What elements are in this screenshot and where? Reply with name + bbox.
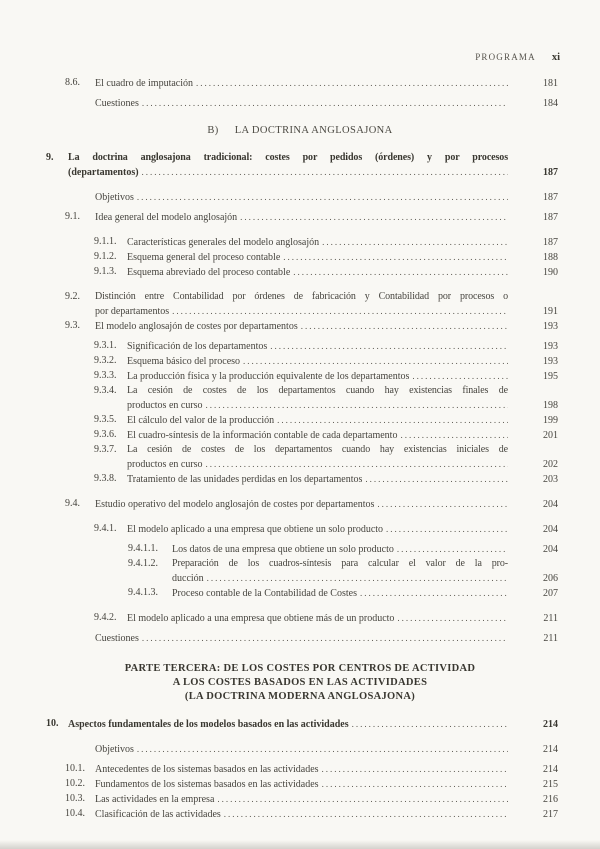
toc-entry: [0, 443, 600, 472]
entry-title-line1: La cesión de costes de los departamentos cuando hay existencias finales de: [127, 385, 508, 396]
dot-leader: [207, 571, 508, 586]
page-folio: xi: [551, 52, 560, 63]
toc-entry: [0, 339, 600, 354]
toc-entry: [0, 369, 600, 384]
entry-page-number: 193: [543, 356, 558, 367]
dot-leader: [240, 210, 508, 225]
entry-title: La producción física y la producción equivalente de los departamentos: [127, 371, 410, 382]
entry-title: Idea general del modelo anglosajón: [95, 212, 238, 223]
entry-number: 9.3.4.: [94, 385, 117, 396]
toc-entry: [0, 792, 600, 807]
entry-title: Significación de los departamentos: [127, 341, 268, 352]
dot-leader: [206, 457, 508, 472]
entry-number: 9.4.1.1.: [128, 543, 158, 554]
entry-page-number: 204: [543, 499, 558, 510]
entry-number: 9.4.1.: [94, 523, 117, 534]
entry-page-number: 187: [543, 167, 558, 178]
entry-number: 9.3.2.: [94, 355, 117, 366]
entry-page-number: 198: [543, 400, 558, 411]
entry-number: 9.3.1.: [94, 340, 117, 351]
running-head: [475, 50, 560, 65]
entry-title: Estudio operativo del modelo anglosajón de costes por departamentos: [95, 499, 375, 510]
toc-entry: [0, 235, 600, 250]
entry-page-number: 204: [543, 524, 558, 535]
entry-number: 9.2.: [65, 291, 80, 302]
entry-title: Cuestiones: [95, 633, 139, 644]
entry-page-number: 201: [543, 430, 558, 441]
entry-number: 9.4.1.3.: [128, 587, 158, 598]
toc-entry: [0, 384, 600, 413]
entry-page-number: 216: [543, 794, 558, 805]
toc-entry: [0, 777, 600, 792]
entry-number: 9.3.5.: [94, 414, 117, 425]
entry-number: 9.1.1.: [94, 236, 117, 247]
entry-page-number: 204: [543, 544, 558, 555]
entry-page-number: 202: [543, 459, 558, 470]
entry-page-number: 214: [543, 764, 558, 775]
entry-number: 10.2.: [65, 778, 85, 789]
dot-leader: [224, 807, 508, 822]
dot-leader: [360, 586, 508, 601]
toc-entry: [0, 250, 600, 265]
dot-leader: [322, 235, 508, 250]
toc-entry: [0, 96, 600, 111]
entry-page-number: 187: [543, 212, 558, 223]
entry-title-line1: La doctrina anglosajona tradicional: costes por pedidos (órdenes) y por procesos: [68, 152, 508, 163]
entry-page-number: 211: [543, 613, 558, 624]
entry-page-number: 206: [543, 573, 558, 584]
part-heading-line: (LA DOCTRINA MODERNA ANGLOSAJONA): [184, 691, 416, 702]
entry-title: Proceso contable de la Contabilidad de Costes: [172, 588, 357, 599]
entry-title-line2: por departamentos: [95, 306, 170, 317]
section-heading: [0, 124, 600, 138]
entry-number: 9.3.7.: [94, 444, 117, 455]
dot-leader: [142, 96, 508, 111]
entry-title: Esquema básico del proceso: [127, 356, 241, 367]
entry-title: El modelo anglosajón de costes por departamentos: [95, 321, 298, 332]
toc-entry: [0, 190, 600, 205]
dot-leader: [322, 777, 508, 792]
dot-leader: [217, 792, 508, 807]
toc-entry: [0, 586, 600, 601]
dot-leader: [277, 413, 508, 428]
section-label: B): [207, 125, 219, 136]
dot-leader: [270, 339, 508, 354]
toc-entry: [0, 319, 600, 334]
entry-page-number: 214: [543, 744, 558, 755]
entry-page-number: 203: [543, 474, 558, 485]
dot-leader: [196, 76, 508, 91]
toc-entry: [0, 762, 600, 777]
entry-title: Antecedentes de los sistemas basados en las actividades: [95, 764, 319, 775]
toc-entry: [0, 542, 600, 557]
entry-title: Las actividades en la empresa: [95, 794, 215, 805]
toc-entry: [0, 76, 600, 91]
entry-page-number: 190: [543, 267, 558, 278]
toc-entry: [0, 472, 600, 487]
entry-number: 10.3.: [65, 793, 85, 804]
toc-entry: [0, 151, 600, 180]
entry-title: Tratamiento de las unidades perdidas en los departamentos: [127, 474, 363, 485]
entry-title: Aspectos fundamentales de los modelos basados en las actividades: [68, 719, 349, 730]
entry-title-line2: productos en curso: [127, 400, 203, 411]
toc-entry: [0, 210, 600, 225]
dot-leader: [137, 190, 508, 205]
entry-title: El cuadro de imputación: [95, 78, 194, 89]
dot-leader: [397, 611, 508, 626]
entry-number: 9.1.3.: [94, 266, 117, 277]
toc-entry: [0, 631, 600, 646]
entry-number: 9.3.8.: [94, 473, 117, 484]
entry-title-line2: productos en curso: [127, 459, 203, 470]
dot-leader: [301, 319, 508, 334]
entry-number: 9.3.3.: [94, 370, 117, 381]
toc-entry: [0, 611, 600, 626]
entry-title: Esquema general del proceso contable: [127, 252, 281, 263]
entry-title-line1: Preparación de los cuadros-síntesis para calcular el valor de la pro-: [172, 558, 508, 569]
entry-page-number: 199: [543, 415, 558, 426]
entry-number: 9.4.: [65, 498, 80, 509]
entry-page-number: 181: [543, 78, 558, 89]
dot-leader: [206, 398, 508, 413]
dot-leader: [412, 369, 508, 384]
entry-title-line2: (departamentos): [68, 167, 139, 178]
toc-entry: [0, 522, 600, 537]
entry-number: 10.1.: [65, 763, 85, 774]
entry-number: 9.3.6.: [94, 429, 117, 440]
dot-leader: [322, 762, 508, 777]
entry-page-number: 187: [543, 192, 558, 203]
part-heading: [0, 662, 600, 704]
entry-number: 10.: [46, 718, 59, 729]
dot-leader: [377, 497, 508, 512]
dot-leader: [352, 717, 508, 732]
entry-number: 10.4.: [65, 808, 85, 819]
table-of-contents: [0, 76, 600, 822]
dot-leader: [386, 522, 508, 537]
dot-leader: [137, 742, 508, 757]
entry-title: El cálculo del valor de la producción: [127, 415, 275, 426]
dot-leader: [283, 250, 508, 265]
toc-entry: [0, 428, 600, 443]
entry-page-number: 195: [543, 371, 558, 382]
entry-page-number: 188: [543, 252, 558, 263]
entry-page-number: 207: [543, 588, 558, 599]
entry-title: Objetivos: [95, 744, 134, 755]
entry-number: 9.: [46, 152, 54, 163]
entry-page-number: 187: [543, 237, 558, 248]
toc-entry: [0, 717, 600, 732]
entry-title: El modelo aplicado a una empresa que obtiene más de un producto: [127, 613, 395, 624]
toc-entry: [0, 742, 600, 757]
dot-leader: [400, 428, 508, 443]
entry-title-line1: La cesión de costes de los departamentos cuando hay existencias iniciales de: [127, 444, 508, 455]
entry-title: Los datos de una empresa que obtiene un solo producto: [172, 544, 394, 555]
entry-page-number: 184: [543, 98, 558, 109]
scan-edge-shadow: [0, 840, 600, 849]
part-heading-line: PARTE TERCERA: DE LOS COSTES POR CENTROS DE ACTIVIDAD: [124, 663, 476, 674]
toc-entry: [0, 265, 600, 280]
part-heading-line: A LOS COSTES BASADOS EN LAS ACTIVIDADES: [172, 677, 428, 688]
entry-number: 9.4.1.2.: [128, 558, 158, 569]
toc-entry: [0, 354, 600, 369]
entry-number: 9.1.: [65, 211, 80, 222]
entry-number: 8.6.: [65, 77, 80, 88]
entry-title: Esquema abreviado del proceso contable: [127, 267, 291, 278]
entry-title: Características generales del modelo anglosajón: [127, 237, 320, 248]
entry-page-number: 191: [543, 306, 558, 317]
entry-number: 9.3.: [65, 320, 80, 331]
entry-page-number: 214: [543, 719, 558, 730]
entry-number: 9.4.2.: [94, 612, 117, 623]
entry-title: Cuestiones: [95, 98, 139, 109]
dot-leader: [142, 631, 508, 646]
running-title: PROGRAMA: [475, 52, 536, 62]
toc-entry: [0, 807, 600, 822]
entry-page-number: 215: [543, 779, 558, 790]
dot-leader: [365, 472, 508, 487]
entry-number: 9.1.2.: [94, 251, 117, 262]
entry-title-line1: Distinción entre Contabilidad por órdenes de fabricación y Contabilidad por procesos o: [95, 291, 508, 302]
entry-title: El modelo aplicado a una empresa que obtiene un solo producto: [127, 524, 384, 535]
entry-title: Fundamentos de los sistemas basados en las actividades: [95, 779, 319, 790]
section-title: LA DOCTRINA ANGLOSAJONA: [234, 125, 393, 136]
toc-entry: [0, 497, 600, 512]
entry-page-number: 217: [543, 809, 558, 820]
entry-page-number: 193: [543, 321, 558, 332]
toc-entry: [0, 413, 600, 428]
toc-entry: [0, 557, 600, 586]
dot-leader: [243, 354, 508, 369]
entry-title: Objetivos: [95, 192, 134, 203]
dot-leader: [397, 542, 508, 557]
entry-page-number: 211: [543, 633, 558, 644]
dot-leader: [293, 265, 508, 280]
entry-title-line2: ducción: [172, 573, 204, 584]
entry-title: Clasificación de las actividades: [95, 809, 221, 820]
entry-page-number: 193: [543, 341, 558, 352]
dot-leader: [172, 304, 508, 319]
entry-title: El cuadro-síntesis de la información contable de cada departamento: [127, 430, 398, 441]
toc-entry: [0, 290, 600, 319]
dot-leader: [142, 165, 508, 180]
